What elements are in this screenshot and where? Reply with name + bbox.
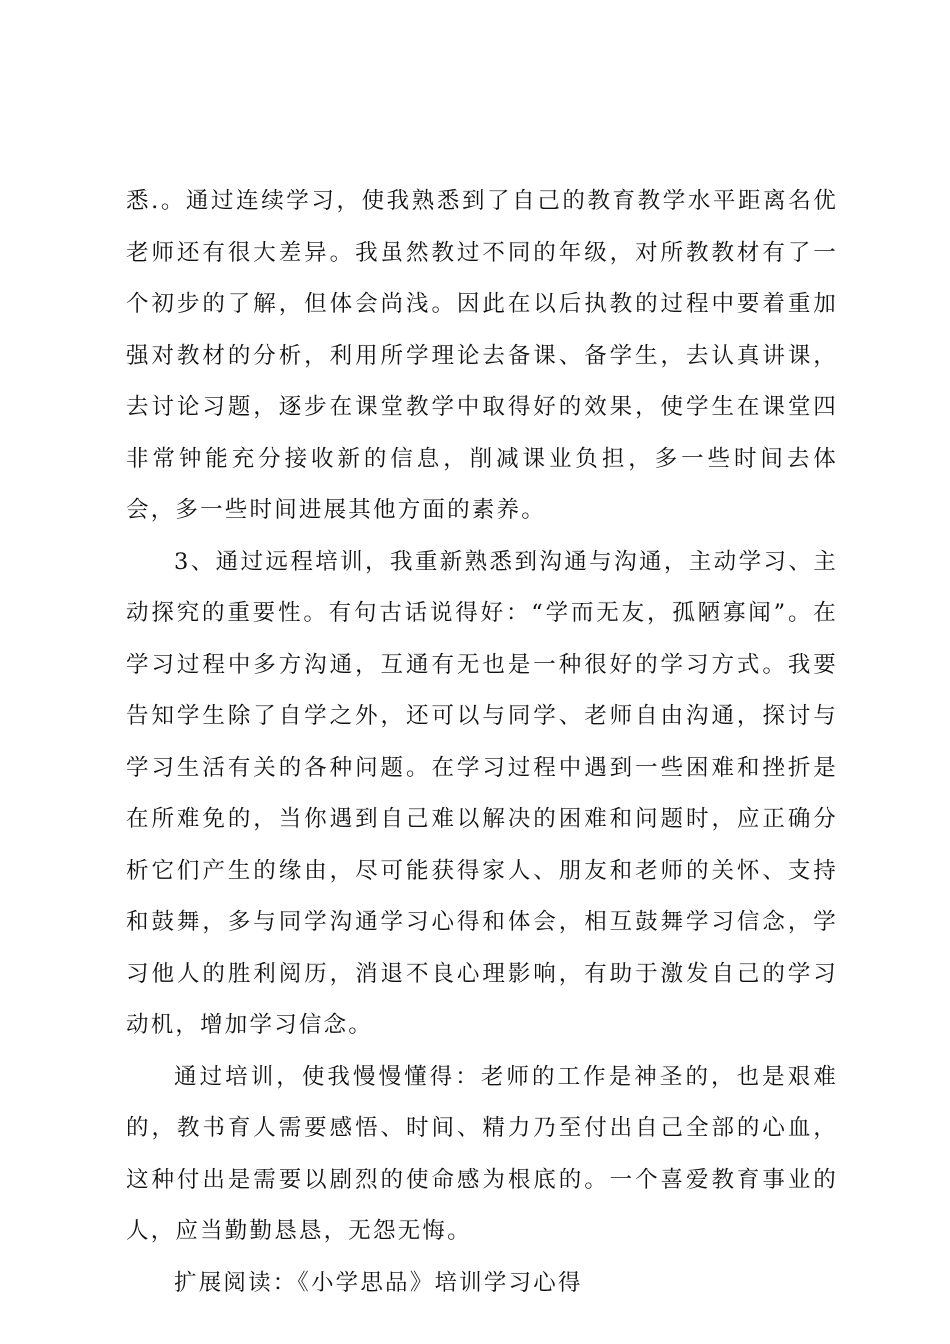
paragraph-point-3: 3、通过远程培训，我重新熟悉到沟通与沟通，主动学习、主动探究的重要性。有句古话说得好：“学而无友，孤陋寡闻”。在学习过程中多方沟通，互通有无也是一种很好的学习方式。我要告知学生除了自学之外，还可以与同学、老师自由沟通，探讨与学习生活有关的各种问题。在学习过程中遇到一些困难和挫折是在所难免的，当你遇到自己难以解决的困难和问题时，应正确分析它们产生的缘由，尽可能获得家人、朋友和老师的关怀、支持和鼓舞，多与同学沟通学习心得和体会，相互鼓舞学习信念，学习他人的胜利阅历，消退不良心理影响，有助于激发自己的学习动机，增加学习信念。 [126, 548, 838, 1038]
document-body [126, 176, 838, 1309]
paragraph-continuation: 悉.。通过连续学习，使我熟悉到了自己的教育教学水平距离名优老师还有很大差异。我虽然教过不同的年级，对所教教材有了一个初步的了解，但体会尚浅。因此在以后执教的过程中要着重加强对教材的分析，利用所学理论去备课、备学生，去认真讲课，去讨论习题，逐步在课堂教学中取得好的效果，使学生在课堂四非常钟能充分接收新的信息，削减课业负担，多一些时间去体会，多一些时间进展其他方面的素养。 [126, 188, 838, 523]
paragraph-conclusion: 通过培训，使我慢慢懂得：老师的工作是神圣的，也是艰难的，教书育人需要感悟、时间、精力乃至付出自己全部的心血，这种付出是需要以剧烈的使命感为根底的。一个喜爱教育事业的人，应当勤勤恳恳，无怨无悔。 [126, 1063, 838, 1244]
extended-reading-title: 扩展阅读：《小学思品》培训学习心得 [174, 1269, 583, 1296]
